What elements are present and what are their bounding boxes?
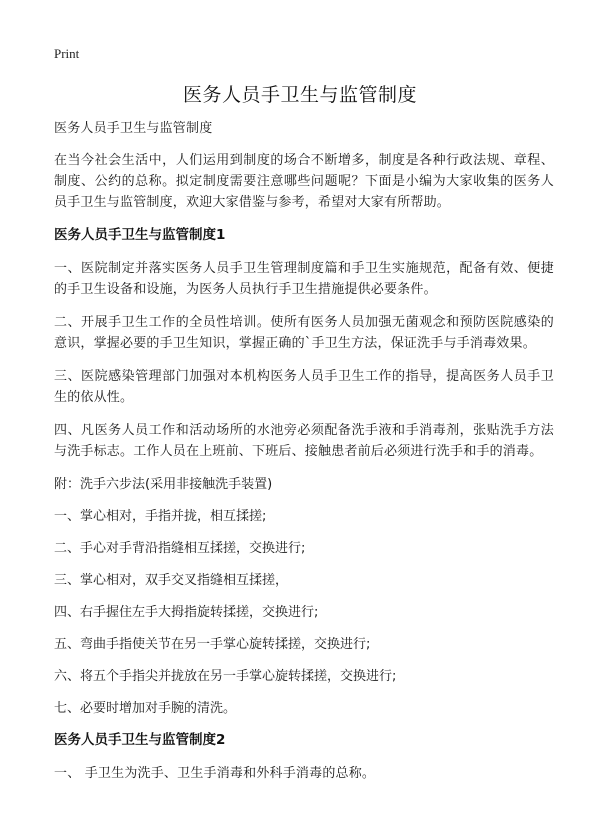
- document-body: [54, 118, 554, 796]
- section1-paragraph: 二、开展手卫生工作的全员性培训。使所有医务人员加强无菌观念和预防医院感染的意识，掌握必要的手卫生知识，掌握正确的`手卫生方法，保证洗手与手消毒效果。: [54, 315, 554, 351]
- handwash-step: 五、弯曲手指使关节在另一手掌心旋转揉搓，交换进行;: [54, 637, 371, 652]
- section-heading-1: 医务人员手卫生与监管制度1: [54, 227, 226, 243]
- section1-paragraph: 三、医院感染管理部门加强对本机构医务人员手卫生工作的指导，提高医务人员手卫生的依从性。: [54, 369, 554, 405]
- appendix-line: 附：洗手六步法(采用非接触洗手装置): [54, 477, 273, 492]
- handwash-step: 三、掌心相对，双手交叉指缝相互揉搓，: [54, 573, 289, 588]
- document-title: 医务人员手卫生与监管制度: [182, 84, 417, 106]
- handwash-step: 四、右手握住左手大拇指旋转揉搓，交换进行;: [54, 605, 319, 620]
- handwash-step: 二、手心对手背沿指缝相互揉搓，交换进行;: [54, 541, 306, 556]
- section1-paragraph: 四、凡医务人员工作和活动场所的水池旁必须配备洗手液和手消毒剂，张贴洗手方法与洗手标志。工作人员在上班前、下班后、接触患者前后必须进行洗手和手的消毒。: [54, 423, 554, 459]
- section2-paragraph: 一、 手卫生为洗手、卫生手消毒和外科手消毒的总称。: [54, 766, 376, 781]
- section-heading-2: 医务人员手卫生与监管制度2: [54, 732, 226, 748]
- intro-paragraph: 在当今社会生活中，人们运用到制度的场合不断增多，制度是各种行政法规、章程、制度、公约的总称。拟定制度需要注意哪些问题呢？下面是小编为大家收集的医务人员手卫生与监管制度，欢迎大家借鉴与参考，希望对大家有所帮助。: [54, 153, 554, 210]
- handwash-step: 一、掌心相对，手指并拢，相互揉搓;: [54, 509, 267, 524]
- print-label: Print: [54, 46, 80, 61]
- handwash-step: 七、必要时增加对手腕的清洗。: [54, 701, 237, 716]
- section1-paragraph: 一、医院制定并落实医务人员手卫生管理制度篇和手卫生实施规范，配备有效、便捷的手卫生设备和设施，为医务人员执行手卫生措施提供必要条件。: [54, 261, 554, 297]
- handwash-step: 六、将五个手指尖并拢放在另一手掌心旋转揉搓，交换进行;: [54, 669, 397, 684]
- document-subtitle: 医务人员手卫生与监管制度: [54, 121, 213, 136]
